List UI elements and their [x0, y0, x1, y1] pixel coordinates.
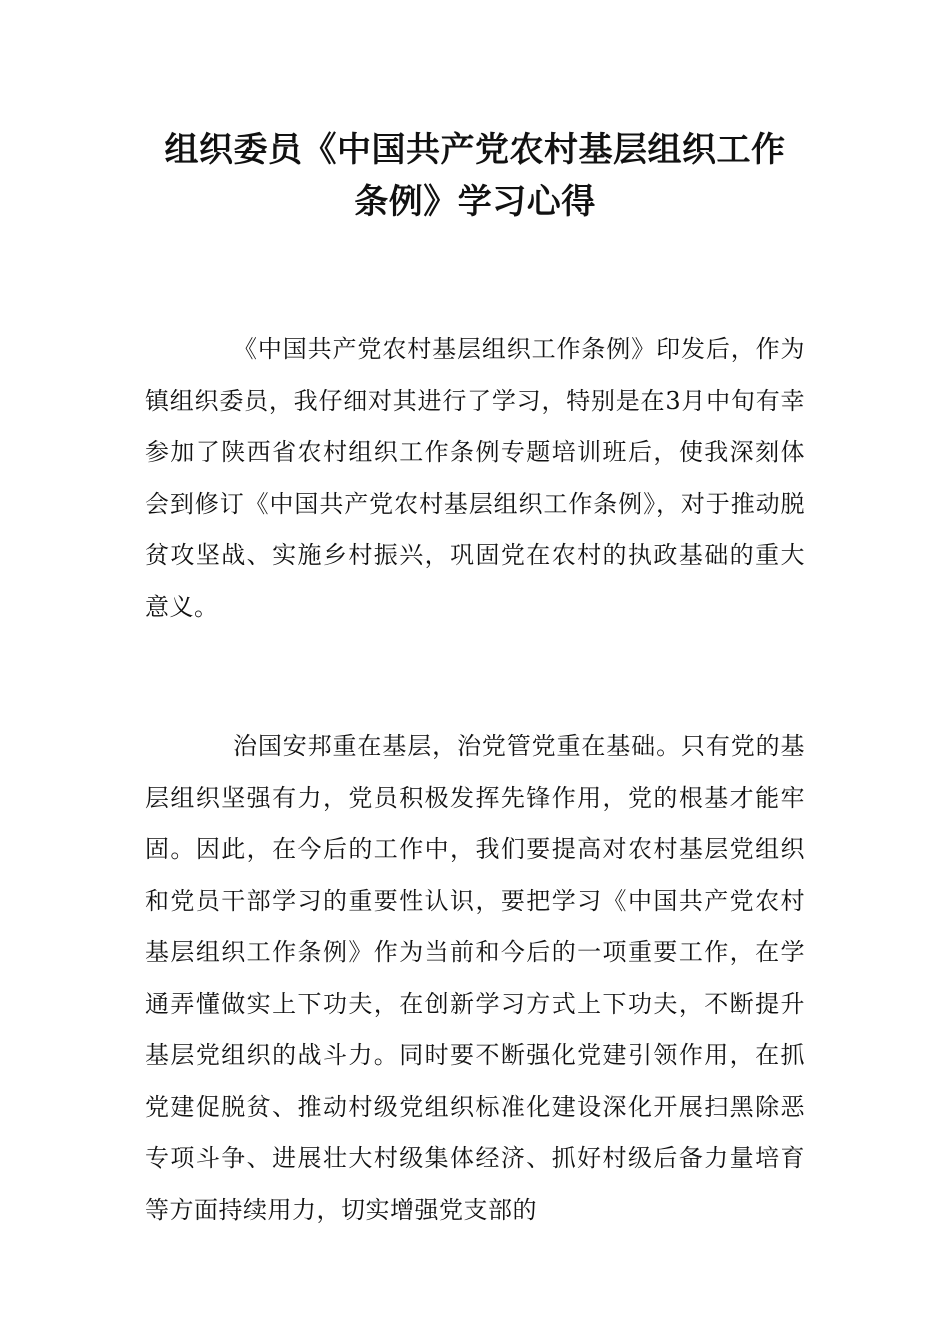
title-line-2: 条例》学习心得	[354, 182, 596, 222]
paragraph-2: 治国安邦重在基层，治党管党重在基础。只有党的基层组织坚强有力，党员积极发挥先锋作用，党的根基才能牢固。因此，在今后的工作中，我们要提高对农村基层党组织和党员干部学习的重要性认识，要把学习《中国共产党农村基层组织工作条例》作为当前和今后的一项重要工作，在学通弄懂做实上下功夫，在创新学习方式上下功夫，不断提升基层党组织的战斗力。同时要不断强化党建引领作用，在抓党建促脱贫、推动村级党组织标准化建设深化开展扫黑除恶专项斗争、进展壮大村级集体经济、抓好村级后备力量培育等方面持续用力，切实增强党支部的	[145, 732, 805, 1224]
paragraph-1: 《中国共产党农村基层组织工作条例》印发后，作为镇组织委员，我仔细对其进行了学习，特别是在3月中旬有幸参加了陕西省农村组织工作条例专题培训班后，使我深刻体会到修订《中国共产党农村基层组织工作条例》，对于推动脱贫攻坚战、实施乡村振兴，巩固党在农村的执政基础的重大意义。	[145, 335, 805, 621]
title-line-1: 组织委员《中国共产党农村基层组织工作	[164, 130, 786, 170]
document-title	[100, 124, 850, 228]
